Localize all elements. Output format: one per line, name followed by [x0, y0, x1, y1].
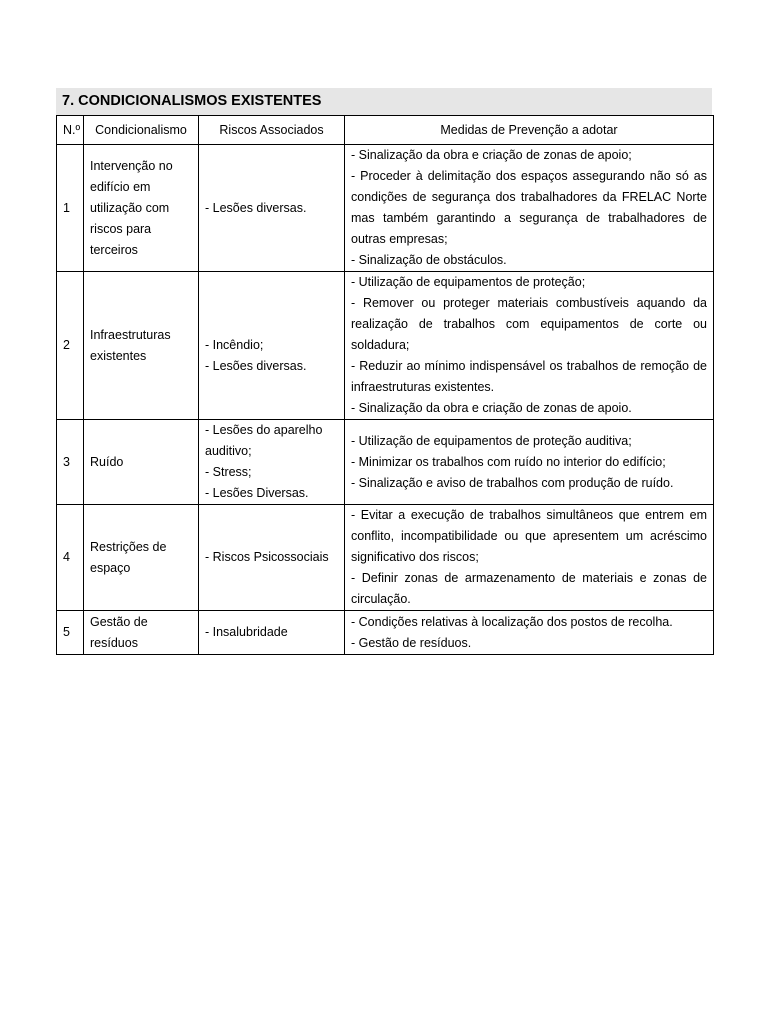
risk-line: - Insalubridade	[205, 625, 288, 639]
measure-item: - Sinalização da obra e criação de zonas de apoio;	[351, 148, 632, 162]
measures-cell	[345, 505, 714, 611]
risk-line: - Lesões do aparelho	[205, 423, 323, 437]
table-body	[57, 145, 714, 655]
condition-line: espaço	[90, 560, 131, 575]
risks-cell	[199, 145, 345, 272]
measures-cell	[345, 611, 714, 655]
header-condition: Condicionalismo	[84, 116, 199, 145]
condition-cell	[84, 505, 199, 611]
measure-item: - Proceder à delimitação dos espaços assegurando não só as condições de segurança dos trabalhadores da FRELAC Norte mas também garantindo a segurança de trabalhadores de outras empresas;	[351, 169, 707, 246]
header-measures: Medidas de Prevenção a adotar	[345, 116, 714, 145]
condition-line: existentes	[90, 348, 147, 363]
row-number: 3	[57, 420, 84, 505]
risk-line: - Stress;	[205, 465, 252, 479]
risk-line: - Incêndio;	[205, 337, 264, 352]
measure-item: - Reduzir ao mínimo indispensável os trabalhos de remoção de infraestruturas existentes.	[351, 359, 707, 394]
risks-cell	[199, 505, 345, 611]
condition-cell	[84, 611, 199, 655]
risk-line: - Lesões diversas.	[205, 358, 307, 373]
risk-line: - Lesões diversas.	[205, 200, 307, 215]
header-risks: Riscos Associados	[199, 116, 345, 145]
header-number: N.º	[57, 116, 84, 145]
measure-item: - Evitar a execução de trabalhos simultâneos que entrem em conflito, incompatibilidade ou que apresentem um acréscimo significativo dos riscos;	[351, 508, 707, 564]
measure-item: - Sinalização da obra e criação de zonas de apoio.	[351, 401, 632, 415]
condition-line: Restrições de	[90, 539, 167, 554]
measure-item: - Utilização de equipamentos de proteção auditiva;	[351, 433, 632, 448]
risks-cell	[199, 272, 345, 420]
risk-line: - Lesões Diversas.	[205, 486, 309, 500]
row-number: 2	[57, 272, 84, 420]
measures-cell	[345, 145, 714, 272]
measures-cell	[345, 272, 714, 420]
condition-line: Intervenção no	[90, 158, 173, 173]
condition-cell	[84, 420, 199, 505]
condition-line: resíduos	[90, 635, 138, 650]
condition-line: Gestão de	[90, 614, 148, 629]
table-row	[57, 611, 714, 655]
condition-line: utilização com	[90, 200, 170, 215]
table-row	[57, 272, 714, 420]
measure-item: - Minimizar os trabalhos com ruído no interior do edifício;	[351, 454, 666, 469]
condition-line: riscos para	[90, 221, 152, 236]
table-row	[57, 505, 714, 611]
conditions-table	[56, 115, 714, 655]
measure-item: - Remover ou proteger materiais combustíveis aquando da realização de trabalhos com equipamentos de corte ou soldadura;	[351, 296, 707, 352]
condition-line: terceiros	[90, 242, 138, 257]
row-number: 5	[57, 611, 84, 655]
risk-line: - Riscos Psicossociais	[205, 550, 329, 564]
measure-item: - Utilização de equipamentos de proteção;	[351, 275, 586, 289]
row-number: 1	[57, 145, 84, 272]
condition-line: Ruído	[90, 454, 124, 469]
risks-cell	[199, 611, 345, 655]
table-row	[57, 145, 714, 272]
measure-item: - Gestão de resíduos.	[351, 635, 472, 650]
table-header-row	[57, 116, 714, 145]
table-row	[57, 420, 714, 505]
condition-cell	[84, 145, 199, 272]
measure-item: - Definir zonas de armazenamento de materiais e zonas de circulação.	[351, 571, 707, 606]
condition-line: edifício em	[90, 179, 151, 194]
condition-cell	[84, 272, 199, 420]
measure-item: - Sinalização de obstáculos.	[351, 253, 507, 267]
condition-line: Infraestruturas	[90, 327, 171, 342]
risks-cell	[199, 420, 345, 505]
row-number: 4	[57, 505, 84, 611]
section-title: 7. CONDICIONALISMOS EXISTENTES	[56, 88, 712, 115]
measure-item: - Condições relativas à localização dos postos de recolha.	[351, 614, 673, 629]
measure-item: - Sinalização e aviso de trabalhos com produção de ruído.	[351, 475, 674, 490]
measures-cell	[345, 420, 714, 505]
risk-line: auditivo;	[205, 444, 252, 458]
